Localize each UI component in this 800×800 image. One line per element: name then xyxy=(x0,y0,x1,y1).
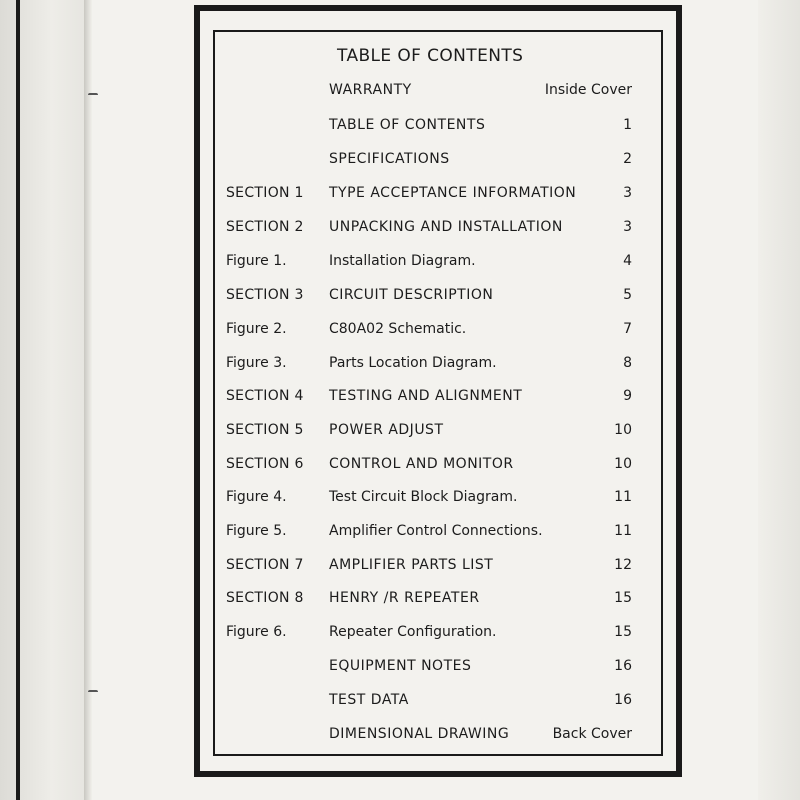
toc-entry xyxy=(0,117,800,139)
toc-entry-page: 1 xyxy=(623,117,632,133)
toc-entry-page: 4 xyxy=(623,253,632,269)
toc-entry-text: Test Circuit Block Diagram. xyxy=(329,489,518,505)
toc-entry-text: TESTING AND ALIGNMENT xyxy=(329,388,523,404)
toc-entry-page: Inside Cover xyxy=(544,82,632,98)
toc-entry xyxy=(0,185,800,207)
toc-entry xyxy=(0,557,800,579)
toc-entry-text: SPECIFICATIONS xyxy=(329,151,450,167)
toc-entry-label: Figure 1. xyxy=(226,253,287,269)
toc-entry xyxy=(0,321,800,343)
toc-entry xyxy=(0,253,800,275)
toc-entry-page: 10 xyxy=(614,456,632,472)
toc-entry-page: 7 xyxy=(623,321,632,337)
toc-entry-text: Repeater Configuration. xyxy=(329,624,497,640)
toc-entry-text: AMPLIFIER PARTS LIST xyxy=(329,557,494,573)
toc-entry-label: Figure 6. xyxy=(226,624,287,640)
toc-entry-page: 2 xyxy=(623,151,632,167)
toc-entry xyxy=(0,287,800,309)
toc-entry-label: Figure 5. xyxy=(226,523,287,539)
toc-entry xyxy=(0,624,800,646)
toc-title: TABLE OF CONTENTS xyxy=(337,46,524,66)
toc-entry-text: TEST DATA xyxy=(329,692,409,708)
toc-entry xyxy=(0,489,800,511)
toc-entry-text: C80A02 Schematic. xyxy=(329,321,467,337)
toc-entry-label: SECTION 2 xyxy=(226,219,304,235)
toc-entry-text: CONTROL AND MONITOR xyxy=(329,456,514,472)
toc-entry-label: SECTION 3 xyxy=(226,287,304,303)
toc-entry-text: EQUIPMENT NOTES xyxy=(329,658,472,674)
toc-entry-text: TABLE OF CONTENTS xyxy=(329,117,486,133)
toc-entry xyxy=(0,692,800,714)
toc-entry xyxy=(0,590,800,612)
toc-entry-page: 5 xyxy=(623,287,632,303)
toc-entry-text: Parts Location Diagram. xyxy=(329,355,497,371)
toc-entry-page: 15 xyxy=(614,590,632,606)
toc-entry-label: SECTION 6 xyxy=(226,456,304,472)
toc-entry-label: SECTION 4 xyxy=(226,388,304,404)
toc-entry xyxy=(0,355,800,377)
toc-entry-label: SECTION 5 xyxy=(226,422,304,438)
toc-entry-page: 8 xyxy=(623,355,632,371)
toc-entry-text: CIRCUIT DESCRIPTION xyxy=(329,287,494,303)
toc-entry-page: 15 xyxy=(614,624,632,640)
toc-entry-text: TYPE ACCEPTANCE INFORMATION xyxy=(329,185,577,201)
toc-entry xyxy=(0,82,800,104)
toc-entry-label: SECTION 7 xyxy=(226,557,304,573)
toc-entry-text: DIMENSIONAL DRAWING xyxy=(329,726,510,742)
toc-entry-page: 3 xyxy=(623,219,632,235)
toc-entry-label: Figure 4. xyxy=(226,489,287,505)
toc-entry xyxy=(0,456,800,478)
toc-entry-label: SECTION 1 xyxy=(226,185,304,201)
toc-entry xyxy=(0,151,800,173)
toc-entry-page: 3 xyxy=(623,185,632,201)
toc-entry-label: Figure 2. xyxy=(226,321,287,337)
toc-entry xyxy=(0,726,800,748)
toc-entry xyxy=(0,219,800,241)
toc-entry-text: Amplifier Control Connections. xyxy=(329,523,543,539)
toc-entry-page: 11 xyxy=(614,523,632,539)
toc-entry-label: Figure 3. xyxy=(226,355,287,371)
toc-entry-label: SECTION 8 xyxy=(226,590,304,606)
toc-entry-page: 16 xyxy=(614,658,632,674)
toc-entry xyxy=(0,388,800,410)
toc-entry-text: POWER ADJUST xyxy=(329,422,444,438)
toc-entry-text: Installation Diagram. xyxy=(329,253,476,269)
toc-entry xyxy=(0,523,800,545)
toc-entry-page: 10 xyxy=(614,422,632,438)
toc-entry-page: 9 xyxy=(623,388,632,404)
toc-entry-text: WARRANTY xyxy=(329,82,412,98)
toc-entry xyxy=(0,422,800,444)
toc-entry-text: HENRY /R REPEATER xyxy=(329,590,480,606)
toc-entry xyxy=(0,658,800,680)
toc-entry-page: 12 xyxy=(614,557,632,573)
toc-entry-page: Back Cover xyxy=(552,726,632,742)
toc-entry-page: 11 xyxy=(614,489,632,505)
toc-entry-text: UNPACKING AND INSTALLATION xyxy=(329,219,563,235)
toc-entry-page: 16 xyxy=(614,692,632,708)
